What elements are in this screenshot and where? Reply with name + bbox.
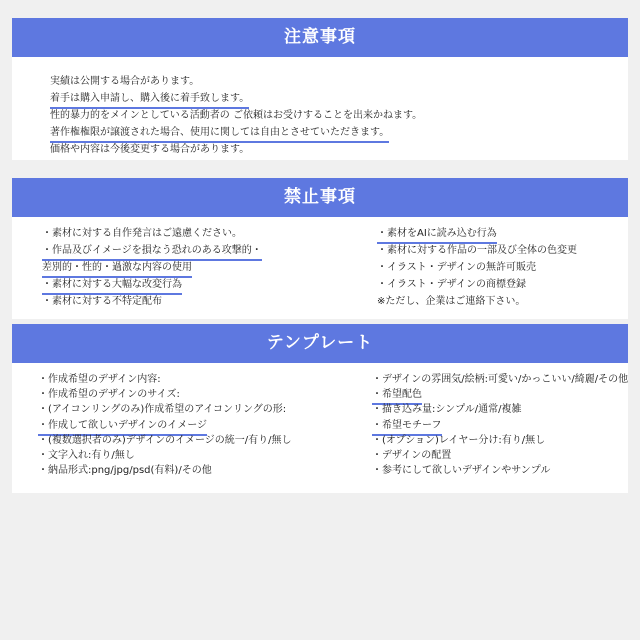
list-item: 差別的・性的・過激な内容の使用 [42, 261, 192, 278]
prohibited-section [12, 178, 628, 319]
list-item: ・(オプション)レイヤー分け:有り/無し [372, 434, 546, 446]
list-item: 着手は購入申請し、購入後に着手致します。 [50, 92, 249, 109]
list-item: ※ただし、企業はご連絡下さい。 [377, 296, 526, 307]
list-item: ・デザインの雰囲気/絵柄:可愛い/かっこいい/綺麗/その他 [372, 374, 629, 385]
notice-title: 注意事項 [12, 18, 628, 57]
list-item: ・納品形式:png/jpg/psd(有料)/その他 [38, 465, 212, 477]
notice-body [12, 57, 628, 160]
list-item: ・作成して欲しいデザインのイメージ [38, 419, 207, 436]
list-item: ・イラスト・デザインの商標登録 [377, 279, 526, 290]
list-item: 性的暴力的をメインとしている活動者の ご依頼はお受けすることを出来かねます。 [50, 110, 423, 121]
list-item: ・素材をAIに読み込む行為 [377, 227, 497, 244]
list-item: ・(アイコンリングのみ)作成希望のアイコンリングの形: [38, 404, 287, 416]
template-title: テンプレート [12, 324, 628, 363]
list-item: ・デザインの配置 [372, 450, 452, 461]
list-item: ・希望モチーフ [372, 419, 442, 436]
prohibited-body [12, 217, 628, 319]
list-item: ・描き込み量:シンプル/通常/複雑 [372, 404, 522, 416]
list-item: ・素材に対する不特定配布 [42, 296, 162, 307]
list-item: ・作品及びイメージを損なう恐れのある攻撃的・ [42, 244, 262, 261]
list-item: ・参考にして欲しいデザインやサンプル [372, 465, 551, 477]
list-item: ・素材に対する自作発言はご遠慮ください。 [42, 228, 242, 239]
list-item: 価格や内容は今後変更する場合があります。 [50, 144, 250, 155]
list-item: ・(複数選択者のみ)デザインのイメージの統一/有り/無し [38, 434, 292, 446]
list-item: 著作権権限が譲渡された場合、使用に関しては自由とさせていただきます。 [50, 126, 389, 143]
template-section [12, 324, 628, 493]
list-item: ・イラスト・デザインの無許可販売 [377, 262, 536, 273]
list-item: ・作成希望のデザインのサイズ: [38, 389, 180, 401]
list-item: ・作成希望のデザイン内容: [38, 374, 161, 385]
list-item: ・素材に対する大幅な改変行為 [42, 278, 182, 295]
list-item: ・素材に対する作品の一部及び全体の色変更 [377, 245, 577, 256]
list-item: ・希望配色 [372, 388, 422, 405]
template-body [12, 363, 628, 493]
notice-section [12, 18, 628, 160]
list-item: 実績は公開する場合があります。 [50, 76, 200, 87]
list-item: ・文字入れ:有り/無し [38, 450, 135, 461]
prohibited-title: 禁止事項 [12, 178, 628, 217]
